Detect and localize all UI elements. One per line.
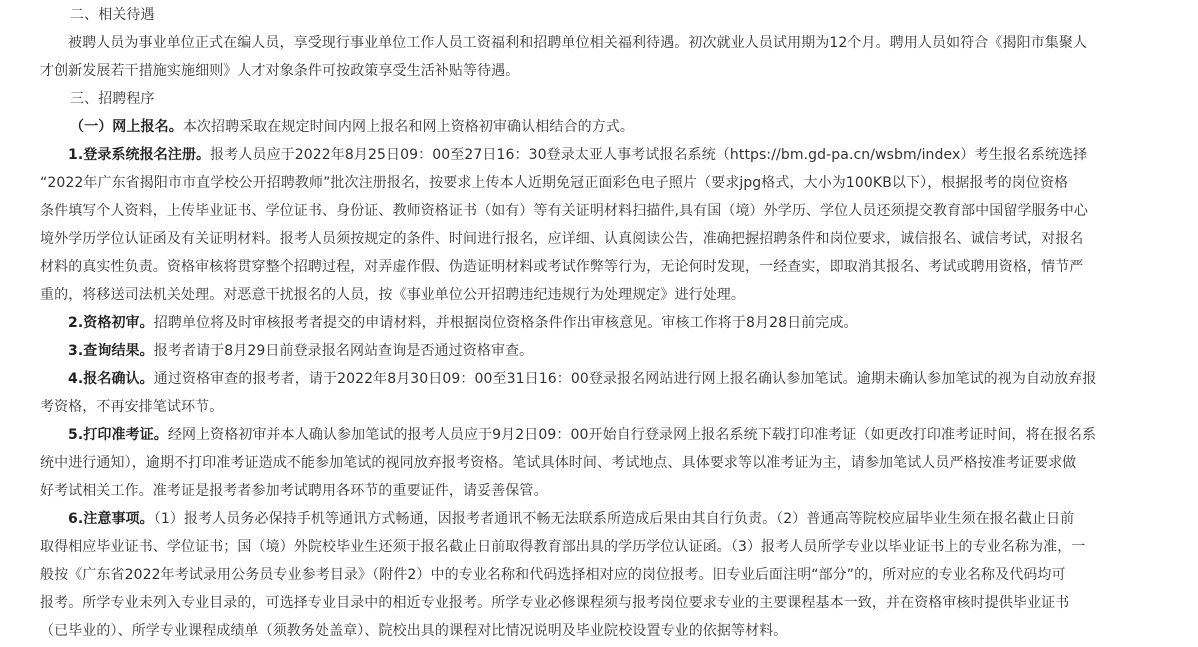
item-6-line bbox=[40, 533, 1188, 561]
paragraph-line bbox=[40, 57, 1188, 85]
paragraph-text: 境外学历学位认证函及有关证明材料。报考人员须按规定的条件、时间进行报名，应详细、认真阅读公告，准确把握招聘条件和岗位要求，诚信报名、诚信考试，对报名 bbox=[40, 231, 1084, 247]
item-3-line bbox=[40, 337, 1188, 365]
item-1-line bbox=[40, 281, 1188, 309]
paragraph-text: 才创新发展若干措施实施细则》人才对象条件可按政策享受生活补贴等待遇。 bbox=[40, 63, 520, 79]
paragraph-text: 材料的真实性负责。资格审核将贯穿整个招聘过程，对弄虚作假、伪造证明材料或考试作弊等行为，无论何时发现，一经查实，即取消其报名、考试或聘用资格，情节严 bbox=[40, 259, 1084, 275]
paragraph-text: 条件填写个人资料，上传毕业证书、学位证书、身份证、教师资格证书（如有）等有关证明材料扫描件,具有国（境）外学历、学位人员还须提交教育部中国留学服务中心 bbox=[40, 203, 1088, 219]
paragraph-text: 报考。所学专业未列入专业目录的，可选择专业目录中的相近专业报考。所学专业必修课程须与报考岗位要求专业的主要课程基本一致，并在资格审核时提供毕业证书 bbox=[40, 595, 1070, 611]
paragraph-line bbox=[40, 29, 1188, 57]
item-1-line bbox=[40, 197, 1188, 225]
heading-text: 三、招聘程序 bbox=[70, 91, 155, 107]
paragraph-text: 重的，将移送司法机关处理。对恶意干扰报名的人员，按《事业单位公开招聘违纪违规行为处理规定》进行处理。 bbox=[40, 287, 745, 303]
item-1-line bbox=[40, 169, 1188, 197]
subsection-online-registration bbox=[40, 113, 1188, 141]
item-title: 6.注意事项。 bbox=[68, 511, 154, 527]
item-5-line bbox=[40, 449, 1188, 477]
item-5-line bbox=[40, 477, 1188, 505]
item-6-line bbox=[40, 561, 1188, 589]
paragraph-text: 好考试相关工作。准考证是报考者参加考试聘用各环节的重要证件，请妥善保管。 bbox=[40, 483, 548, 499]
item-title: 4.报名确认。 bbox=[68, 371, 154, 387]
paragraph-text: 通过资格审查的报考者，请于2022年8月30日09：00至31日16：00登录报名网站进行网上报名确认参加笔试。逾期未确认参加笔试的视为自动放弃报 bbox=[153, 371, 1097, 387]
section-heading-procedure bbox=[40, 85, 1188, 113]
item-2-line bbox=[40, 309, 1188, 337]
paragraph-text: （已毕业的）、所学专业课程成绩单（须教务处盖章）、院校出具的课程对比情况说明及毕业院校设置专业的依据等材料。 bbox=[40, 623, 788, 639]
paragraph-text: 经网上资格初审并本人确认参加笔试的报考人员应于9月2日09：00开始自行登录网上报名系统下载打印准考证（如更改打印准考证时间，将在报名系 bbox=[167, 427, 1097, 443]
item-6-line bbox=[40, 589, 1188, 617]
paragraph-text: 统中进行通知），逾期不打印准考证造成不能参加笔试的视同放弃报考资格。笔试具体时间、考试地点、具体要求等以准考证为主，请参加笔试人员严格按准考证要求做 bbox=[40, 455, 1077, 471]
paragraph-text: 般按《广东省2022年考试录用公务员专业参考目录》（附件2）中的专业名称和代码选择相对应的岗位报考。旧专业后面注明“部分”的，所对应的专业名称及代码均可 bbox=[40, 567, 1066, 583]
document-body bbox=[0, 1, 1198, 647]
item-1-line bbox=[40, 253, 1188, 281]
paragraph-text: 报考者请于8月29日前登录报名网站查询是否通过资格审查。 bbox=[153, 343, 534, 359]
item-title: 3.查询结果。 bbox=[68, 343, 154, 359]
section-heading-benefits bbox=[40, 1, 1188, 29]
heading-text: 二、相关待遇 bbox=[70, 7, 155, 23]
subsection-title: （一）网上报名。 bbox=[70, 119, 183, 135]
paragraph-text: 招聘单位将及时审核报考者提交的申请材料，并根据岗位资格条件作出审核意见。审核工作将于8月28日前完成。 bbox=[153, 315, 858, 331]
item-1-line bbox=[40, 225, 1188, 253]
paragraph-text: 被聘人员为事业单位正式在编人员，享受现行事业单位工作人员工资福利和招聘单位相关福利待遇。初次就业人员试用期为12个月。聘用人员如符合《揭阳市集聚人 bbox=[68, 35, 1088, 51]
item-6-line bbox=[40, 617, 1188, 645]
item-5-line bbox=[40, 421, 1188, 449]
paragraph-text: 本次招聘采取在规定时间内网上报名和网上资格初审确认相结合的方式。 bbox=[182, 119, 635, 135]
item-title: 2.资格初审。 bbox=[68, 315, 154, 331]
item-4-line bbox=[40, 393, 1188, 421]
paragraph-text: “2022年广东省揭阳市市直学校公开招聘教师”批次注册报名，按要求上传本人近期免冠正面彩色电子照片（要求jpg格式，大小为100KB以下），根据报考的岗位资格 bbox=[40, 175, 1069, 191]
paragraph-text: 报考人员应于2022年8月25日09：00至27日16：30登录太亚人事考试报名系统（https://bm.gd-pa.cn/wsbm/index）考生报名系统选择 bbox=[210, 147, 1088, 163]
item-title: 1.登录系统报名注册。 bbox=[68, 147, 211, 163]
item-4-line bbox=[40, 365, 1188, 393]
item-6-line bbox=[40, 505, 1188, 533]
item-1-line bbox=[40, 141, 1188, 169]
paragraph-text: 考资格，不再安排笔试环节。 bbox=[40, 399, 224, 415]
item-title: 5.打印准考证。 bbox=[68, 427, 168, 443]
paragraph-text: （1）报考人员务必保持手机等通讯方式畅通，因报考者通讯不畅无法联系所造成后果由其自行负责。（2）普通高等院校应届毕业生须在报名截止日前 bbox=[153, 511, 1075, 527]
paragraph-text: 取得相应毕业证书、学位证书；国（境）外院校毕业生还须于报名截止日前取得教育部出具的学历学位认证函。（3）报考人员所学专业以毕业证书上的专业名称为准，一 bbox=[40, 539, 1086, 555]
